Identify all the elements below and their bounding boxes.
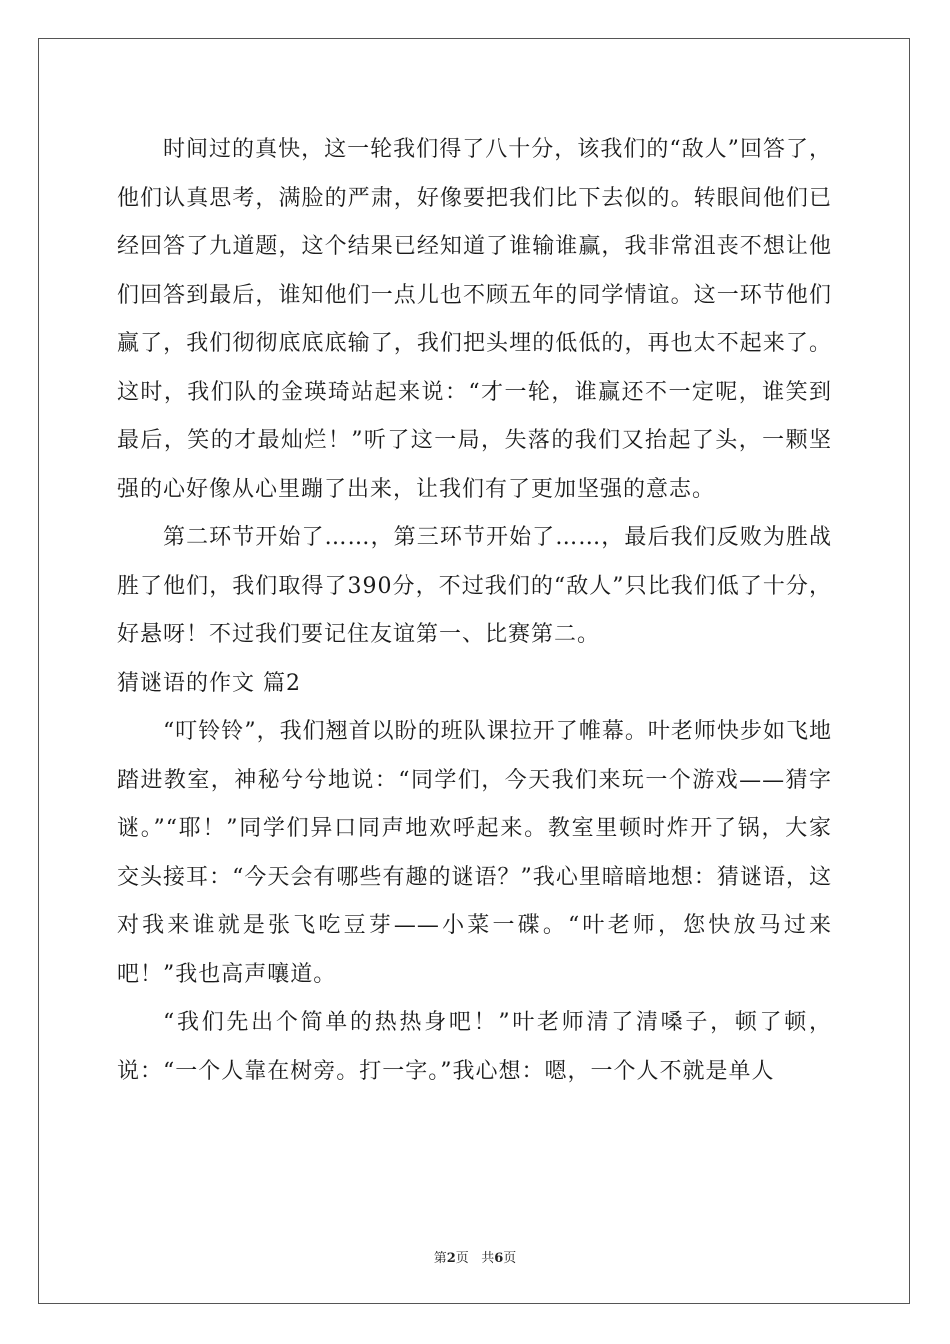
paragraph-2: 第二环节开始了……，第三环节开始了……，最后我们反败为胜战胜了他们，我们取得了390分，不过我们的“敌人”只比我们低了十分，好悬呀！不过我们要记住友谊第一、比赛第二。 — [117, 525, 832, 647]
page-footer — [0, 1247, 950, 1266]
total-pages: 6 — [494, 1251, 504, 1266]
page-suffix: 页 — [455, 1251, 469, 1266]
paragraph-1: 时间过的真快，这一轮我们得了八十分，该我们的“敌人”回答了，他们认真思考，满脸的严肃，好像要把我们比下去似的。转眼间他们已经回答了九道题，这个结果已经知道了谁输谁赢，我非常沮丧不想让他们回答到最后，谁知他们一点儿也不顾五年的同学情谊。这一环节他们赢了，我们彻彻底底底输了，我们把头埋的低低的，再也太不起来了。这时，我们队的金瑛琦站起来说：“才一轮，谁赢还不一定呢，谁笑到最后，笑的才最灿烂！”听了这一局，失落的我们又抬起了头，一颗坚强的心好像从心里蹦了出来，让我们有了更加坚强的意志。 — [117, 137, 832, 502]
page-number: 2 — [446, 1251, 456, 1266]
paragraph-4: “我们先出个简单的热热身吧！”叶老师清了清嗓子，顿了顿，说：“一个人靠在树旁。打一字。”我心想：嗯，一个人不就是单人 — [117, 1010, 832, 1084]
document-body — [117, 126, 832, 1096]
total-prefix: 共 — [481, 1251, 495, 1266]
total-suffix: 页 — [503, 1251, 517, 1266]
page-prefix: 第 — [433, 1251, 447, 1266]
paragraph-3: “叮铃铃”，我们翘首以盼的班队课拉开了帷幕。叶老师快步如飞地踏进教室，神秘兮兮地说：“同学们，今天我们来玩一个游戏——猜字谜。”“耶！”同学们异口同声地欢呼起来。教室里顿时炸开了锅，大家交头接耳：“今天会有哪些有趣的谜语？”我心里暗暗地想：猜谜语，这对我来谁就是张飞吃豆芽——小菜一碟。“叶老师，您快放马过来吧！”我也高声嚷道。 — [117, 719, 832, 987]
section-heading: 猜谜语的作文 篇2 — [117, 670, 301, 696]
